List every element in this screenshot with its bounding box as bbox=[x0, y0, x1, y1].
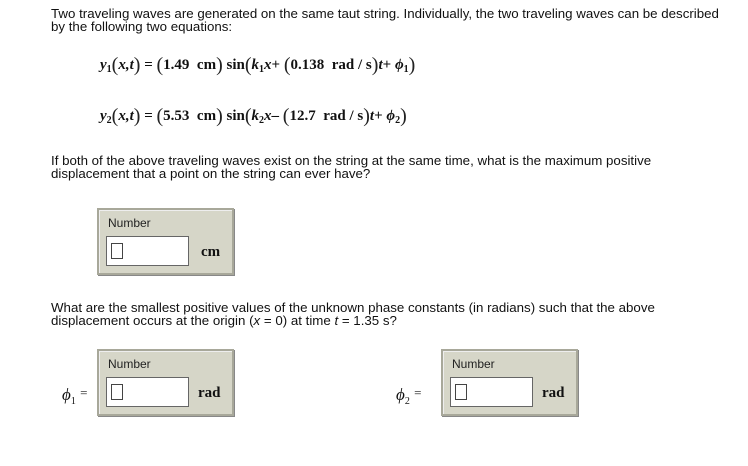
question-1-text: If both of the above traveling waves exist on the string at the same time, what is the maximum positive displacement that a point on the string can ever have? bbox=[51, 153, 652, 181]
number-label: Number bbox=[108, 357, 151, 371]
number-label: Number bbox=[108, 216, 151, 230]
unit-label: cm bbox=[201, 244, 221, 260]
text-cursor-icon bbox=[111, 384, 123, 400]
number-label: Number bbox=[452, 357, 495, 371]
unit-label: rad bbox=[542, 385, 565, 401]
equation-1: $y_1(x,t) = (1.49$ cm) $\sin(k_1x+ (0.138$ rad / $s)t+ \phi_1$) bbox=[100, 54, 416, 76]
answer-2-box bbox=[97, 349, 234, 416]
equation-2: $y_2(x,t) = (5.53$ cm) $\sin(k_2x-$ (12.7 rad / $s)t+ \phi_2$) bbox=[100, 105, 407, 127]
question-2-text: What are the smallest positive values of the unknown phase constants (in radians) such that the above displacement occurs at the origin (x = 0) at time t = 1.35 s? bbox=[51, 300, 655, 328]
text-cursor-icon bbox=[455, 384, 467, 400]
intro-text: Two traveling waves are generated on the same taut string. Individually, the two traveling waves can be described by the following two equations: bbox=[51, 6, 719, 34]
phi-2-input[interactable] bbox=[450, 377, 533, 407]
unit-label: rad bbox=[198, 385, 221, 401]
phi-2-label: $\phi_2$ = bbox=[396, 385, 422, 407]
phi-1-input[interactable] bbox=[106, 377, 189, 407]
answer-1-box bbox=[97, 208, 234, 275]
max-displacement-input[interactable] bbox=[106, 236, 189, 266]
phi-1-label: $\phi_1$ = bbox=[62, 385, 88, 407]
answer-3-box bbox=[441, 349, 578, 416]
text-cursor-icon bbox=[111, 243, 123, 259]
